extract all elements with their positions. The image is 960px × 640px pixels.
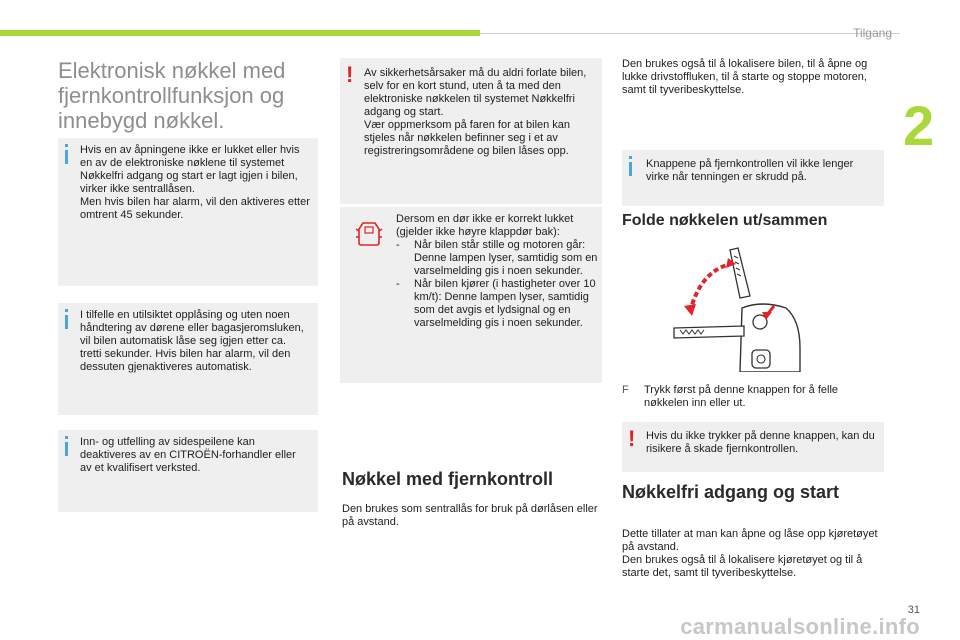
door-warning-intro: Dersom en dør ikke er korrekt lukket (gjelder ikke høyre klappdør bak): — [396, 213, 574, 238]
keyless-line: Den brukes også til å lokalisere kjøretøyet og til å starte det, samt til tyveribeskyttelse. — [622, 554, 863, 579]
door-open-warning-lamp-icon — [354, 219, 384, 249]
watermark: carmanualsonline.info — [680, 614, 920, 639]
list-dash: - — [396, 278, 400, 290]
warning-icon: ! — [346, 62, 354, 87]
warning-text: Av sikkerhetsårsaker må du aldri forlate bilen, selv for en kort stund, uten å ta med den elektroniske nøkkelen til systemet Nøkkelfri adgang og start. — [364, 67, 587, 118]
keyless-text — [622, 528, 884, 580]
list-item: Når bilen står stille og motoren går: Denne lampen lyser, samtidig som en varselmelding gis i noen sekunder. — [414, 239, 598, 277]
header-divider — [480, 33, 900, 34]
info-box-mirrors — [58, 430, 318, 512]
col3-intro: Den brukes også til å lokalisere bilen, til å åpne og lukke drivstoffluken, til å starte og stoppe motoren, samt til tyveribeskyttelse. — [622, 58, 868, 96]
info-text: I tilfelle en utilsiktet opplåsing og uten noen håndtering av dørene eller bagasjeromsluken, vil bilen automatisk låse seg igjen etter ca. tretti sekunder. Hvis bilen har alarm, vil den dessuten gjenaktiveres automatisk. — [80, 309, 304, 373]
info-box-central-locking — [58, 138, 318, 286]
info-icon — [629, 162, 632, 176]
info-box-remote-buttons — [622, 150, 884, 206]
list-item: Når bilen kjører (i hastigheter over 10 km/t): Denne lampen lyser, samtidig som det avgis et lydsignal og en varselmelding gis i noen sekunder. — [414, 278, 596, 329]
info-text: Knappene på fjernkontrollen vil ikke lenger virke når tenningen er skrudd på. — [646, 158, 854, 183]
info-text: Men hvis bilen har alarm, vil den aktiveres etter omtrent 45 sekunder. — [80, 196, 310, 221]
section-title: Tilgang — [853, 26, 892, 40]
warning-icon: ! — [628, 426, 636, 451]
keyless-heading: Nøkkelfri adgang og start — [622, 482, 840, 502]
list-dash: - — [396, 239, 400, 251]
page-number: 31 — [907, 604, 920, 616]
remote-heading: Nøkkel med fjernkontroll — [342, 469, 554, 489]
info-text: Inn- og utfelling av sidespeilene kan deaktiveres av en CITROËN-forhandler eller av et kvalifisert verksted. — [80, 436, 296, 474]
header-accent-bar — [0, 30, 480, 36]
info-text: Hvis en av åpningene ikke er lukket eller hvis en av de elektroniske nøklene til systemet Nøkkelfri adgang og start er lagt igjen i bilen, virker ikke sentrallåsen. — [80, 144, 300, 195]
fold-instruction-text: Trykk først på denne knappen for å felle nøkkelen inn eller ut. — [644, 384, 839, 409]
info-icon — [65, 315, 68, 329]
bullet-icon: F — [622, 384, 629, 396]
info-box-auto-relock — [58, 303, 318, 415]
fold-heading: Folde nøkkelen ut/sammen — [622, 212, 828, 229]
key-fold-illustration — [662, 246, 840, 372]
warning-box-fold — [622, 422, 884, 472]
keyless-line: Dette tillater at man kan åpne og låse opp kjøretøyet på avstand. — [622, 528, 878, 553]
info-icon — [65, 150, 68, 164]
chapter-number: 2 — [903, 94, 935, 157]
warning-text: Vær oppmerksom på faren for at bilen kan stjeles når nøkkelen befinner seg i et av registreringsområdene og bilen låses opp. — [364, 119, 571, 157]
door-warning-box — [340, 207, 602, 383]
warning-text: Hvis du ikke trykker på denne knappen, kan du risikere å skade fjernkontrollen. — [646, 430, 875, 455]
remote-text: Den brukes som sentrallås for bruk på dørlåsen eller på avstand. — [342, 503, 598, 528]
page-title: Elektronisk nøkkel med fjernkontrollfunksjon og innebygd nøkkel. — [58, 58, 286, 133]
warning-box-security — [340, 58, 602, 204]
fold-instruction — [622, 384, 884, 410]
info-icon — [65, 442, 68, 456]
